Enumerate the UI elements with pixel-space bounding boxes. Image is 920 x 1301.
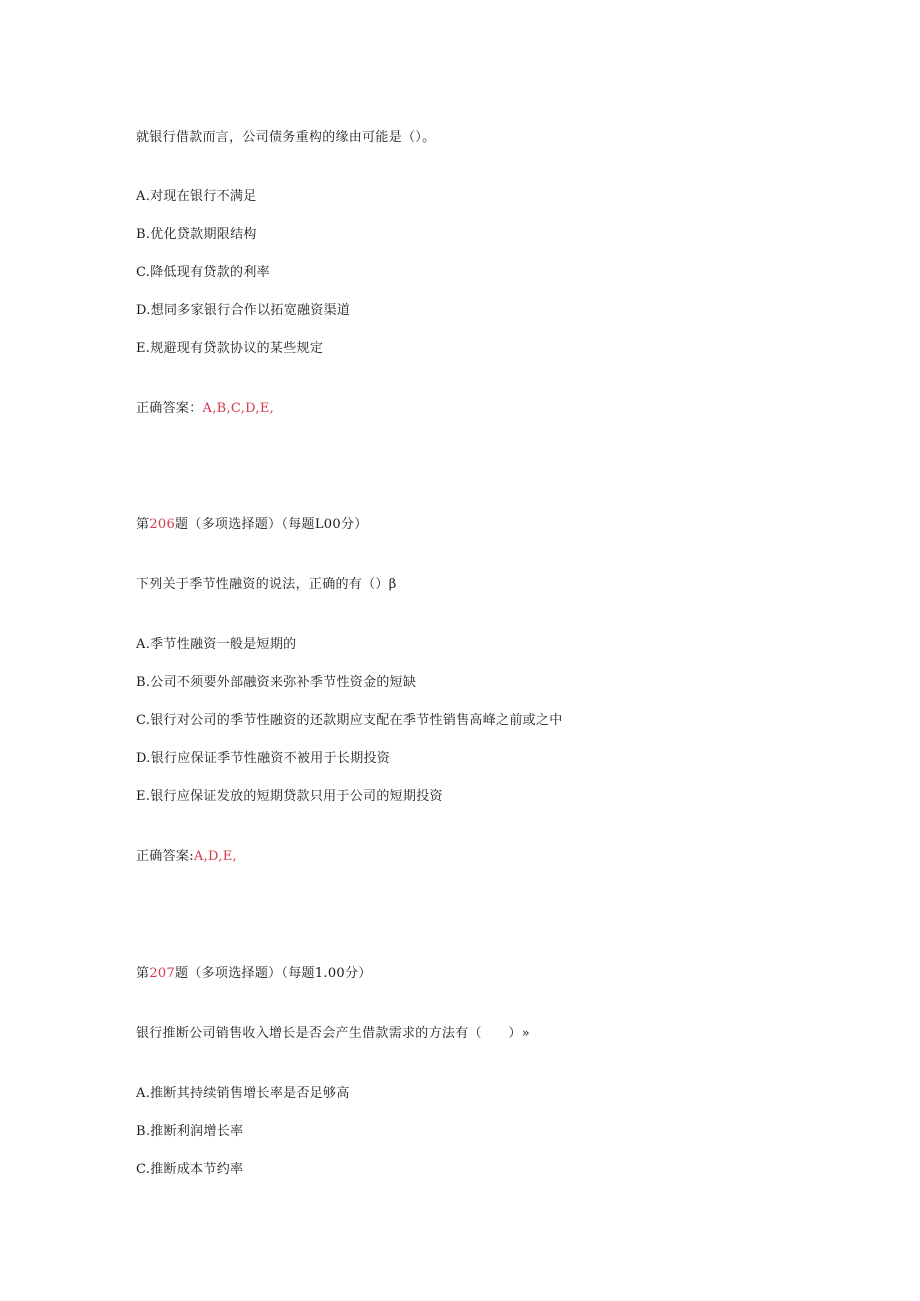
q205-stem: 就银行借款而言，公司债务重构的缘由可能是（）。 <box>136 130 436 145</box>
q207-option-c: C.推断成本节约率 <box>136 1162 244 1177</box>
q205-option-b: B.优化贷款期限结构 <box>136 227 257 242</box>
answer-value: A,B,C,D,E, <box>202 401 275 416</box>
q205-option-e: E.规避现有贷款协议的某些规定 <box>136 341 324 356</box>
question-meta: 题（多项选择题）（每题1.00分） <box>175 966 372 981</box>
q206-option-e: E.银行应保证发放的短期贷款只用于公司的短期投资 <box>136 789 443 804</box>
question-prefix: 第 <box>136 966 150 981</box>
q206-option-a: A.季节性融资一般是短期的 <box>136 637 297 652</box>
q205-option-a: A.对现在银行不满足 <box>136 189 257 204</box>
q207-option-a: A.推断其持续销售增长率是否足够高 <box>136 1086 350 1101</box>
q207-stem: 银行推断公司销售收入增长是否会产生借款需求的方法有（ ）» <box>136 1026 530 1041</box>
q206-header <box>136 517 368 533</box>
question-prefix: 第 <box>136 517 150 532</box>
answer-value: A,D,E, <box>193 849 237 864</box>
q206-option-b: B.公司不须要外部融资来弥补季节性资金的短缺 <box>136 675 417 690</box>
answer-label: 正确答案： <box>136 401 203 416</box>
q205-option-c: C.降低现有贷款的利率 <box>136 265 270 280</box>
q206-answer <box>136 849 237 865</box>
question-number: 207 <box>149 966 176 981</box>
q206-option-c: C.银行对公司的季节性融资的还款期应支配在季节性销售高峰之前或之中 <box>136 713 563 728</box>
question-number: 206 <box>149 517 176 532</box>
q206-option-d: D.银行应保证季节性融资不被用于长期投资 <box>136 751 391 766</box>
q207-option-b: B.推断利润增长率 <box>136 1124 244 1139</box>
q207-header <box>136 966 372 982</box>
q205-answer <box>136 401 274 417</box>
answer-label: 正确答案: <box>136 849 194 864</box>
q205-option-d: D.想同多家银行合作以拓宽融资渠道 <box>136 303 351 318</box>
question-meta: 题（多项选择题）（每题L00分） <box>175 517 368 532</box>
q206-stem: 下列关于季节性融资的说法，正确的有（）β <box>136 577 397 592</box>
